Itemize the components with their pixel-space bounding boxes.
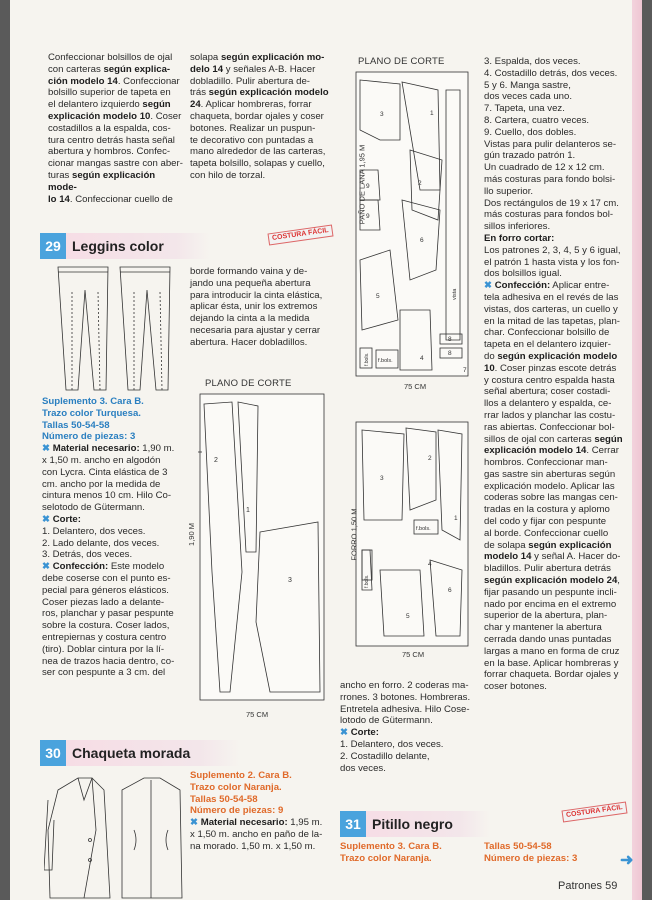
text-line: chaqueta, bordar ojales y coser bbox=[190, 110, 324, 122]
text-line: ✖ Corte: bbox=[42, 513, 81, 525]
text-line: ✖ Corte: bbox=[340, 727, 379, 739]
plano-3-label-1: 1 bbox=[454, 515, 458, 522]
costura-facil-badge-29: COSTURA FÁCIL bbox=[267, 225, 333, 246]
leggins-back-shape bbox=[120, 267, 170, 390]
text-line: selotodo de Gütermann. bbox=[42, 502, 145, 514]
text-line: largas a mano en forma de cruz bbox=[484, 645, 620, 657]
text-line: abertura y hombros. Confec- bbox=[48, 146, 171, 158]
sizes-31: Tallas 50-54-58 bbox=[484, 841, 552, 852]
bullet-x-icon: ✖ bbox=[190, 817, 201, 829]
plano-3-label-5: 5 bbox=[406, 613, 410, 620]
text-line: ✖ Material necesario: 1,90 m. bbox=[42, 443, 175, 455]
text-line: cionar mangas sastre con aber- bbox=[48, 158, 183, 170]
trace-color-29: Trazo color Turquesa. bbox=[42, 407, 141, 419]
text-line: gún trazado patrón 1. bbox=[484, 150, 576, 162]
text-line: ros, planchar y pasar pespunte bbox=[42, 608, 174, 620]
text-line: explicación modelo. Aplicar las bbox=[484, 480, 615, 492]
text-line: fijar pasando un pespunte incli- bbox=[484, 586, 617, 598]
text-line: lo 14. Confeccionar cuello de bbox=[48, 193, 173, 205]
text-line: con Lycra. Cinta elástica de 3 bbox=[42, 466, 168, 478]
plano-3-label-4: 4 bbox=[428, 561, 432, 568]
text-line: dobladillo. Pulir abertura de- bbox=[190, 75, 310, 87]
text-line: en la mitad de las tapetas, plan- bbox=[484, 315, 620, 327]
section-31-header bbox=[340, 811, 490, 837]
plano-2-label-8b: 8 bbox=[448, 350, 452, 357]
plano-2-width: 75 CM bbox=[404, 382, 427, 391]
text-line: En forro cortar: bbox=[484, 232, 555, 244]
plano-1-height: 1,90 M bbox=[186, 523, 196, 546]
col4-text bbox=[484, 56, 624, 693]
text-line: dos veces. bbox=[340, 762, 386, 774]
plano-1-width: 75 CM bbox=[246, 710, 269, 719]
trace-color-30: Trazo color Naranja. bbox=[190, 781, 282, 793]
plano-2-label-5: 5 bbox=[376, 293, 380, 300]
leggins-illustration bbox=[50, 262, 180, 392]
text-line: ser con pespunte a 3 cm. del bbox=[42, 667, 166, 679]
text-line: ✖ Material necesario: 1,95 m. bbox=[190, 817, 323, 829]
section-30-body bbox=[190, 817, 340, 852]
text-line: x 1,50 m. ancho en algodón bbox=[42, 454, 161, 466]
col1-top-text bbox=[48, 52, 183, 205]
next-page-arrow-icon: ➜ bbox=[620, 852, 634, 869]
text-line: 7. Tapeta, una vez. bbox=[484, 103, 565, 115]
leggins-front-shape bbox=[58, 267, 108, 390]
pieces-30: Número de piezas: 9 bbox=[190, 805, 284, 817]
text-line: 24. Aplicar hombreras, forrar bbox=[190, 99, 312, 111]
text-line: 5 y 6. Manga sastre, bbox=[484, 79, 571, 91]
magazine-page bbox=[10, 0, 642, 900]
sizes-30: Tallas 50-54-58 bbox=[190, 793, 258, 805]
plano-1-label-1: 1 bbox=[246, 507, 250, 514]
text-line: rrones. 3 botones. Hombreras. bbox=[340, 691, 471, 703]
plano-2-label-vista: vista bbox=[452, 288, 458, 300]
text-line: ras abiertas. Confeccionar bol- bbox=[484, 421, 615, 433]
plano-2-label-1: 1 bbox=[430, 110, 434, 117]
section-31-supplement bbox=[340, 841, 480, 865]
text-line: te decorativo con puntadas a bbox=[190, 134, 314, 146]
text-line: jando una pequeña abertura bbox=[190, 277, 311, 289]
plano-3-label-fbols: f.bols. bbox=[416, 526, 431, 532]
text-line: al borde. Confeccionar cuello bbox=[484, 527, 609, 539]
text-line: tela adhesiva en el revés de las bbox=[484, 291, 619, 303]
text-line: gas sastre sin aberturas según bbox=[484, 468, 616, 480]
text-line: ción modelo 14. Confeccionar bbox=[48, 75, 180, 87]
text-line: cintura menos 10 cm. Hilo Co- bbox=[42, 490, 172, 502]
section-29-title: Leggins color bbox=[72, 238, 164, 254]
pink-page-edge bbox=[632, 0, 642, 900]
text-line: Dos rectángulos de 19 x 17 cm. bbox=[484, 197, 619, 209]
text-line: cerrada dando unas puntadas bbox=[484, 634, 612, 646]
text-line: del codo y fijar con pespunte bbox=[484, 516, 607, 528]
plano-1-title: PLANO DE CORTE bbox=[205, 378, 292, 389]
text-line: con carteras según explica- bbox=[48, 63, 171, 75]
text-line: na morado. 1,50 m. x 1,50 m. bbox=[190, 840, 316, 852]
text-line: tura centro detrás hasta señal bbox=[48, 134, 175, 146]
text-line: tapeta en el delantero izquier- bbox=[484, 339, 611, 351]
bullet-x-icon: ✖ bbox=[42, 513, 53, 525]
text-line: señal abertura; coser costadi- bbox=[484, 386, 611, 398]
text-line: entrepiernas y costura centro bbox=[42, 631, 167, 643]
col2-top-text bbox=[190, 52, 335, 182]
plano-2-label-fbols-b: f.bols. bbox=[364, 352, 370, 366]
text-line: bolsillo superior de tapeta en bbox=[48, 87, 171, 99]
text-line: llos a delantero y espalda, ce- bbox=[484, 398, 612, 410]
text-line: 1. Delantero, dos veces. bbox=[42, 525, 146, 537]
text-line: para introducir la cinta elástica, bbox=[190, 289, 323, 301]
page-footer bbox=[558, 880, 617, 892]
plano-3-label-3: 3 bbox=[380, 475, 384, 482]
text-line: x 1,50 m. ancho en paño de la- bbox=[190, 828, 323, 840]
section-30-title: Chaqueta morada bbox=[72, 745, 191, 761]
text-line: Vistas para pulir delanteros se- bbox=[484, 138, 617, 150]
text-line: superior de la abertura, plan- bbox=[484, 610, 608, 622]
text-line: aplicar ésta, unir los extremos bbox=[190, 301, 318, 313]
text-line: dejando la cinta a la medida bbox=[190, 313, 310, 325]
plano-3-diagram bbox=[350, 420, 474, 648]
text-line: mano alrededor de las carteras, bbox=[190, 146, 326, 158]
text-line: Confeccionar bolsillos de ojal bbox=[48, 52, 173, 63]
text-line: más costuras para fondos bol- bbox=[484, 209, 614, 221]
text-line: dos veces cada uno. bbox=[484, 91, 573, 103]
text-line: bladillos. Pulir abertura detrás bbox=[484, 563, 611, 575]
plano-2-label-6: 6 bbox=[420, 237, 424, 244]
text-line: 2. Lado delante, dos veces. bbox=[42, 537, 160, 549]
text-line: char. Confeccionar bolsillo de bbox=[484, 327, 610, 339]
text-line: botones. Realizar un puspun- bbox=[190, 122, 316, 134]
text-line: ✖ Confección: Aplicar entre- bbox=[484, 280, 610, 292]
plano-2-diagram bbox=[350, 70, 474, 378]
supplement-29: Suplemento 3. Cara B. bbox=[42, 396, 144, 407]
text-line: nea de trazos hacia dentro, co- bbox=[42, 655, 175, 667]
text-line: 9. Cuello, dos dobles. bbox=[484, 126, 577, 138]
bullet-x-icon: ✖ bbox=[42, 561, 53, 573]
section-31-number: 31 bbox=[340, 811, 366, 837]
bullet-x-icon: ✖ bbox=[340, 727, 351, 739]
bullet-x-icon: ✖ bbox=[42, 443, 53, 455]
text-line: turas según explicación mode- bbox=[48, 169, 156, 193]
plano-2-label-2: 2 bbox=[418, 180, 422, 187]
text-line: 1. Delantero, dos veces. bbox=[340, 738, 444, 750]
costura-facil-badge-31: COSTURA FÁCIL bbox=[561, 802, 627, 823]
chaqueta-illustration bbox=[44, 770, 184, 900]
plano-2-fabric: PAÑO DE LANA 1,95 M bbox=[357, 144, 367, 225]
section-30-number: 30 bbox=[40, 740, 66, 766]
section-29-body bbox=[42, 443, 184, 679]
text-line: borde formando vaina y de- bbox=[190, 266, 308, 277]
text-line: lotodo de Gütermann. bbox=[340, 715, 433, 727]
text-line: ancho en forro. 2 coderas ma- bbox=[340, 680, 469, 691]
text-line: cm. ancho por la medida de bbox=[42, 478, 161, 490]
text-line: de solapa según explicación bbox=[484, 539, 612, 551]
bullet-x-icon: ✖ bbox=[484, 280, 495, 292]
text-line: forrar chaqueta. Bordar ojales y bbox=[484, 669, 619, 681]
text-line: nado por encima en el extremo bbox=[484, 598, 617, 610]
footer-section: Patrones bbox=[558, 880, 603, 892]
text-line: explicación modelo 14. Cerrar bbox=[484, 445, 619, 457]
text-line: según explicación modelo 24, bbox=[484, 575, 620, 587]
jacket-front-left bbox=[48, 778, 96, 898]
text-line: explicación modelo 10. Coser bbox=[48, 110, 182, 122]
text-line: delo 14 y señales A-B. Hacer bbox=[190, 63, 316, 75]
sizes-29: Tallas 50-54-58 bbox=[42, 419, 110, 431]
text-line: el delantero izquierdo según bbox=[48, 99, 171, 111]
text-line: Coser piezas lado a delante- bbox=[42, 596, 165, 608]
text-line: 10. Coser pinzas escote detrás bbox=[484, 362, 617, 374]
text-line: modelo 14 y señal A. Hacer do- bbox=[484, 551, 621, 563]
text-line: Un cuadrado de 12 x 12 cm. bbox=[484, 162, 605, 174]
plano-2-label-9b: 9 bbox=[366, 213, 370, 220]
text-line: hombros. Confeccionar man- bbox=[484, 457, 608, 469]
plano-3-width: 75 CM bbox=[402, 650, 425, 659]
text-line: dos bolsillos igual. bbox=[484, 268, 562, 280]
plano-2-label-7: 7 bbox=[463, 367, 467, 374]
text-line: 3. Detrás, dos veces. bbox=[42, 549, 133, 561]
page-number: 59 bbox=[605, 880, 618, 892]
text-line: debe coserse con el punto es- bbox=[42, 572, 171, 584]
section-29-header bbox=[40, 233, 210, 259]
text-line: sillos inferiores. bbox=[484, 221, 551, 233]
text-line: más costuras para fondo bolsi- bbox=[484, 173, 616, 185]
text-line: y costura centro espalda hasta bbox=[484, 374, 615, 386]
plano-1-label-3: 3 bbox=[288, 577, 292, 584]
plano-2-label-8a: 8 bbox=[448, 336, 452, 343]
section-29-number: 29 bbox=[40, 233, 66, 259]
text-line: sillos de ojal con carteras según bbox=[484, 433, 623, 445]
plano-2-label-fbols-a: f.bols. bbox=[378, 358, 393, 364]
text-line: 4. Costadillo detrás, dos veces. bbox=[484, 67, 618, 79]
text-line: con hilo de torzal. bbox=[190, 169, 266, 181]
text-line: tradas en la costura y aplomo bbox=[484, 504, 610, 516]
plano-3-label-fbols-b: f.bols. bbox=[364, 574, 370, 588]
supplement-31: Suplemento 3. Cara B. bbox=[340, 841, 442, 852]
plano-2-title: PLANO DE CORTE bbox=[358, 56, 445, 67]
plano-1-label-2: 2 bbox=[214, 457, 218, 464]
col3-bottom-text bbox=[340, 680, 480, 774]
plano-2-label-9a: 9 bbox=[366, 183, 370, 190]
text-line: rrar lados y planchar las costu- bbox=[484, 409, 616, 421]
text-line: llo superior. bbox=[484, 185, 534, 197]
text-line: ✖ Confección: Este modelo bbox=[42, 561, 165, 573]
section-30-header bbox=[40, 740, 240, 766]
text-line: Los patrones 2, 3, 4, 5 y 6 igual, bbox=[484, 244, 621, 256]
trace-color-31: Trazo color Naranja. bbox=[340, 852, 432, 864]
section-29-details bbox=[42, 396, 184, 679]
plano-3-label-2: 2 bbox=[428, 455, 432, 462]
text-line: 8. Cartera, cuatro veces. bbox=[484, 114, 590, 126]
pieces-31: Número de piezas: 3 bbox=[484, 852, 578, 864]
text-line: en la base. Aplicar hombreras y bbox=[484, 657, 619, 669]
text-line: abertura. Hacer dobladillos. bbox=[190, 336, 308, 348]
section-30-details bbox=[190, 770, 340, 853]
text-line: solapa según explicación mo- bbox=[190, 52, 325, 63]
col2-mid-text bbox=[190, 266, 338, 349]
text-line: el patrón 1 hasta vista y los fon- bbox=[484, 256, 620, 268]
text-line: 2. Costadillo delante, bbox=[340, 750, 430, 762]
plano-1-diagram bbox=[190, 392, 330, 710]
plano-3-label-6: 6 bbox=[448, 587, 452, 594]
plano-2-label-4: 4 bbox=[420, 355, 424, 362]
text-line: trás según explicación modelo bbox=[190, 87, 329, 99]
text-line: (tiro). Doblar cintura por la lí- bbox=[42, 643, 165, 655]
pieces-29: Número de piezas: 3 bbox=[42, 431, 136, 443]
text-line: coser botones. bbox=[484, 681, 547, 693]
supplement-30: Suplemento 2. Cara B. bbox=[190, 770, 292, 781]
text-line: char y mantener la abertura bbox=[484, 622, 602, 634]
text-line: tapeta bolsillo, solapas y cuello, bbox=[190, 158, 325, 170]
text-line: costadillos a la espalda, cos- bbox=[48, 122, 171, 134]
section-31-title: Pitillo negro bbox=[372, 816, 453, 832]
text-line: Entretela adhesiva. Hilo Cose- bbox=[340, 703, 470, 715]
section-31-sizes bbox=[484, 841, 624, 865]
plano-2-label-3: 3 bbox=[380, 111, 384, 118]
text-line: do según explicación modelo bbox=[484, 350, 618, 362]
text-line: sobre la costura. Coser lados, bbox=[42, 620, 170, 632]
text-line: vistas, dos carteras, un cuello y bbox=[484, 303, 618, 315]
plano-3-fabric: FORRO 1,50 M bbox=[349, 508, 359, 561]
text-line: pecial para géneros elásticos. bbox=[42, 584, 169, 596]
text-line: 3. Espalda, dos veces. bbox=[484, 56, 581, 67]
text-line: necesaria para ajustar y cerrar bbox=[190, 324, 321, 336]
jacket-back bbox=[122, 778, 182, 898]
text-line: coderas sobre las mangas cen- bbox=[484, 492, 618, 504]
